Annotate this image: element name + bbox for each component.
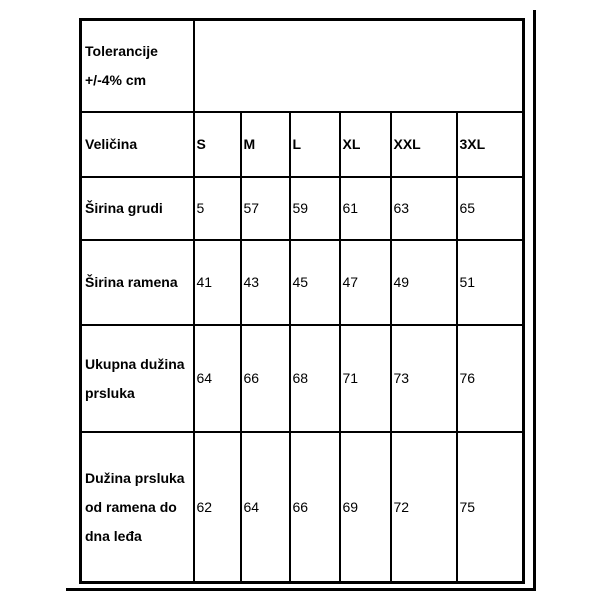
- table-cell: 45: [290, 240, 340, 325]
- size-header-xl: XL: [340, 112, 391, 177]
- table-cell: 51: [457, 240, 524, 325]
- table-row: [81, 432, 524, 583]
- table-cell: 62: [194, 432, 241, 583]
- row-label-chest-width: Širina grudi: [81, 177, 194, 240]
- tolerance-empty-cell: [194, 20, 524, 113]
- size-header-row: [81, 112, 524, 177]
- size-header-3xl: 3XL: [457, 112, 524, 177]
- table-cell: 64: [241, 432, 290, 583]
- table-row: [81, 177, 524, 240]
- row-label-total-length: Ukupna dužina prsluka: [81, 325, 194, 432]
- size-chart-table: [79, 18, 525, 584]
- table-cell: 75: [457, 432, 524, 583]
- page-shadow-bottom: [66, 588, 536, 591]
- table-cell: 49: [391, 240, 457, 325]
- table-cell: 76: [457, 325, 524, 432]
- table-cell: 43: [241, 240, 290, 325]
- table-cell: 66: [290, 432, 340, 583]
- size-header-m: M: [241, 112, 290, 177]
- table-cell: 63: [391, 177, 457, 240]
- size-header-l: L: [290, 112, 340, 177]
- table-cell: 59: [290, 177, 340, 240]
- page-shadow-right: [533, 10, 536, 591]
- table-cell: 61: [340, 177, 391, 240]
- table-cell: 68: [290, 325, 340, 432]
- table-cell: 73: [391, 325, 457, 432]
- row-label-shoulder-width: Širina ramena: [81, 240, 194, 325]
- size-header-s: S: [194, 112, 241, 177]
- table-cell: 47: [340, 240, 391, 325]
- table-cell: 5: [194, 177, 241, 240]
- table-cell: 41: [194, 240, 241, 325]
- table-cell: 57: [241, 177, 290, 240]
- table-cell: 72: [391, 432, 457, 583]
- tolerance-label: Tolerancije +/-4% cm: [81, 20, 194, 113]
- table-cell: 66: [241, 325, 290, 432]
- table-cell: 71: [340, 325, 391, 432]
- size-label: Veličina: [81, 112, 194, 177]
- row-label-back-length: Dužina prsluka od ramena do dna leđa: [81, 432, 194, 583]
- table-cell: 69: [340, 432, 391, 583]
- table-row: [81, 240, 524, 325]
- size-header-xxl: XXL: [391, 112, 457, 177]
- tolerance-row: [81, 20, 524, 113]
- table-cell: 64: [194, 325, 241, 432]
- table-cell: 65: [457, 177, 524, 240]
- table-row: [81, 325, 524, 432]
